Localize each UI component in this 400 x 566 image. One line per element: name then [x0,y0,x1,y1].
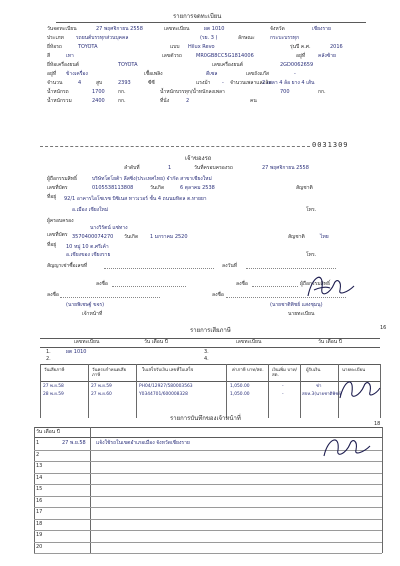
contract-label: สัญญาเช่าซื้อเลขที่ [47,263,88,269]
notes-row-number: 18 [36,520,43,527]
tax-col-rule [40,364,41,418]
tax-h-plate-2: เลขทะเบียน [236,339,262,345]
holder-tel-label: โทร. [306,252,317,258]
holder-address-label: ที่อยู่ [47,242,57,248]
axle-label: จำนวนเพลาและล้อ [230,80,272,86]
tax-col-receiver: ผู้รับเงิน [306,368,321,373]
rights-holder-value: บริษัทโตโยต้า ลีสซิ่ง(ประเทศไทย) จำกัด สาขาเชียงใหม่ [92,176,212,182]
notes-row-text: แจ้งใช้รถในเขตอำเภอเมือง จังหวัดเชียงราย [96,440,190,446]
gas-tank-label: เลขถังแก๊ส [246,71,269,77]
divider [40,347,380,348]
tax-plate-no-2: 2. [46,356,51,362]
province-value: เชียงราย [312,26,331,32]
engine-no-label: เลขเครื่องยนต์ [212,62,243,68]
style-value: กระบะบรรทุก [270,35,300,41]
notes-col-rule [382,427,383,553]
tax-col-rule [88,364,89,418]
notes-page-no: 18 [374,421,381,427]
tax-table-header-rule [40,381,380,382]
tax-plate-no-3: 3. [204,349,209,355]
brand-label: ยี่ห้อรถ [47,44,62,50]
officer2-name: (นายชาติพิชย์ แสงชุมนุ) [270,302,323,308]
weight-value: 1700 [92,89,105,95]
seat-value: 2 [186,98,190,104]
vin-loc-label: อยู่ที่ [296,53,306,59]
tax-row-due: 27 พ.ย.60 [91,392,112,397]
tax-row-receipt: PH04/12927/580003563 [139,384,193,389]
notes-h-date: วัน เดือน ปี [36,429,60,435]
sign-label-4: ลงชื่อ [212,292,224,298]
cc-unit: ซีซี [148,80,155,86]
cc-value: 2393 [118,80,131,86]
holder-address-line1: 10 หมู่ 10 ต.ศรีเค้า [66,244,109,250]
sign-rights-label: ผู้ถือกรรมสิทธิ์ [300,281,331,287]
possession-date-label: วันที่ครอบครองรถ [194,165,233,171]
sign-line-1 [112,286,186,287]
holder-nationality-label: สัญชาติ [288,234,305,240]
dob-value: 6 ตุลาคม 2538 [180,185,215,191]
notes-row-rule [34,507,382,508]
tax-row-fine: - [282,384,284,389]
vin-loc-value: คลังซ้าย [318,53,336,59]
registration-title: รายการจดทะเบียน [173,13,222,20]
notes-row-rule [34,542,382,543]
holder-id-value: 3570400074270 [72,234,114,240]
dob-label: วันเกิด [150,185,165,191]
engine-no-value: 2GD0062659 [280,62,314,68]
class-value: (รย. 3 ) [200,35,218,41]
notes-signature [318,430,378,464]
tax-row-due: 27 พ.ย.59 [91,384,112,389]
tax-col-fine: เงินเพิ่ม บาท/สต. [272,368,297,379]
registrar-signature [300,266,360,306]
tax-row-amount: 1,050.00 [230,384,250,389]
load-label: น้ำหนักบรรทุก/น้ำหนักลงเพลา [160,89,225,95]
notes-col-rule [34,427,35,553]
model-label: แบบ [170,44,180,50]
notes-row-number: 1 [36,440,40,446]
year-value: 2016 [330,44,343,50]
notes-row-rule [34,530,382,531]
sign-line-2 [252,286,298,287]
fuel-value: ดีเซล [206,71,218,77]
tax-title: รายการเสียภาษี [190,327,231,334]
address-label: ที่อยู่ [47,194,57,200]
axle-value: 2 เพลา 4 ล้อ ยาง 4 เส้น [262,80,315,86]
notes-table-top [34,427,382,428]
seq-label: ลำดับที่ [124,165,140,171]
holder-nationality-value: ไทย [320,234,329,240]
notes-row-number: 13 [36,463,43,469]
cyl-unit: สูบ [96,80,103,86]
sign-label-1: ลงชื่อ [96,281,108,287]
sign-label-3: ลงชื่อ [47,292,59,298]
notes-row-number: 16 [36,497,43,504]
notes-row-number: 20 [36,543,43,550]
holder-id-label: เลขที่บัตร [47,232,68,238]
id-value: 0105538113808 [92,185,134,191]
brand-value: TOYOTA [78,44,98,50]
gross-unit: กก. [118,98,126,104]
seat-unit: คน [250,98,257,104]
holder-dob-label: วันเกิด [124,234,139,240]
notes-row-rule [34,553,382,554]
tax-h-date-1: วัน เดือน ปี [144,339,168,345]
weight-unit: กก. [118,89,126,95]
holder-label: ผู้ครอบครอง [47,218,74,224]
nationality-label: สัญชาติ [296,185,313,191]
load-unit: กก. [318,89,326,95]
notes-row-number: 2 [36,451,40,458]
tax-plate-value-1: ผต 1010 [66,349,87,355]
color-label: สี [47,53,51,59]
sign-label-2: ลงชื่อ [236,281,248,287]
vin-label: เลขตัวรถ [162,53,182,59]
tax-row-amount: 1,050.00 [230,392,250,397]
gross-label: น้ำหนักรวม [47,98,72,104]
cyl-label: จำนวน [47,80,63,86]
notes-title: รายการบันทึกของเจ้าหน้าที่ [170,415,241,422]
holder-dob-value: 1 มกราคม 2520 [150,234,188,240]
notes-row-number: 17 [36,509,43,515]
tax-col-paid: วันเสียภาษี [44,368,65,373]
engine-brand-label: ยี่ห้อเครื่องยนต์ [47,62,80,68]
holder-value: นางวิรัตน์ แซ่ทาง [90,225,128,231]
tax-plate-no-4: 4. [204,356,209,362]
divider [56,22,366,23]
tax-plate-no-1: 1. [46,349,51,355]
hp-label: แรงม้า [196,80,211,86]
reg-date-value: 27 พฤศจิกายน 2558 [96,26,143,32]
contract-line [104,268,214,269]
notes-row-rule [34,473,382,474]
address-line2: อ.เมือง เชียงใหม่ [72,207,109,213]
notes-row-number: 15 [36,486,43,492]
cyl-value: 4 [78,80,82,86]
plate-value: ผต 1010 [204,26,225,32]
tax-col-receipt: ใบเสร็จรับเงิน เลขที่ใบเสร็จ [142,368,194,373]
color-value: เทา [66,53,74,59]
tax-col-due: วันครบกำหนดเสียภาษี [92,368,127,379]
hp-value: - [222,80,224,86]
tax-row-fine: - [282,392,284,397]
officer1-name: (นายพิเชษฐ์ ขจร) [66,302,105,308]
page-stamp-number: 0031309 [312,141,349,149]
tax-col-rule [226,364,227,418]
rights-holder-label: ผู้ถือกรรมสิทธิ์ [47,176,78,182]
tax-h-date-2: วัน เดือน ปี [318,339,342,345]
tax-table-top [40,364,380,365]
engine-loc-value: ข้างเครื่อง [66,71,88,77]
seq-value: 1 [168,165,172,171]
tax-registrar-signature [334,372,384,406]
address-line1: 92/1 อาคารไอโซเรซ บิซิเนส ทาวเวอร์ ชั้น 4 ถนนมหิดล ต.หายยา [64,196,207,202]
id-label: เลขที่บัตร [47,185,68,191]
model-value: Hilux Revo [188,44,215,50]
notes-row-rule [34,484,382,485]
style-label: ลักษณะ [238,35,255,41]
gas-tank-value: - [294,71,296,77]
officer2-role: นายทะเบียน [288,311,315,317]
divider [40,146,310,147]
notes-row-rule [34,496,382,497]
tax-col-amount: ค่าภาษี บาท/สต. [232,368,264,373]
seat-label: ที่นั่ง [160,98,170,104]
notes-row-number: 19 [36,532,43,538]
notes-row-rule [34,519,382,520]
holder-address-line2: อ.เชียงของ เชียงราย [66,252,111,258]
possession-date-value: 27 พฤศจิกายน 2558 [262,165,309,171]
tax-row-paid: 27 พ.ย.58 [43,384,64,389]
weight-label: น้ำหนักรถ [47,89,69,95]
sign-line-3 [60,297,160,298]
tel-label: โทร. [306,207,317,213]
contract-date-label: ลงวันที่ [222,263,238,269]
type-value: รถยนต์บรรทุกส่วนบุคคล [76,35,129,41]
tax-col-rule [136,364,137,418]
engine-loc-label: อยู่ที่ [47,71,57,77]
tax-col-rule [300,364,301,418]
tax-h-plate-1: เลขทะเบียน [74,339,100,345]
tax-row-receiver: ช่า [316,384,322,389]
type-label: ประเภท [47,35,64,41]
gross-value: 2400 [92,98,105,104]
tax-col-rule [268,364,269,418]
owner-title: เจ้าของรถ [185,155,212,162]
engine-brand-value: TOYOTA [118,62,138,68]
vin-value: MR0GB8CC5G1814006 [196,53,254,59]
tax-row-paid: 28 พ.ย.59 [43,392,64,397]
fuel-label: เชื้อเพลิง [144,71,163,77]
province-label: จังหวัด [270,26,285,32]
officer1-role: เจ้าหน้าที่ [82,311,103,317]
plate-label: เลขทะเบียน [164,26,190,32]
tax-page-no: 16 [380,325,387,331]
reg-date-label: วันจดทะเบียน [47,26,77,32]
notes-col-rule [90,427,91,553]
tax-row-receipt: Y0344701/600008328 [139,392,188,397]
load-value: 700 [280,89,290,95]
notes-row-number: 14 [36,474,43,481]
tax-col-registrar: นายทะเบียน [342,368,366,373]
notes-row-date: 27 พ.ย.58 [62,440,86,446]
tax-row-receiver: สจห.3(นายชาติพิชย์ [302,392,341,397]
year-label: รุ่นปี ค.ศ. [290,44,311,50]
